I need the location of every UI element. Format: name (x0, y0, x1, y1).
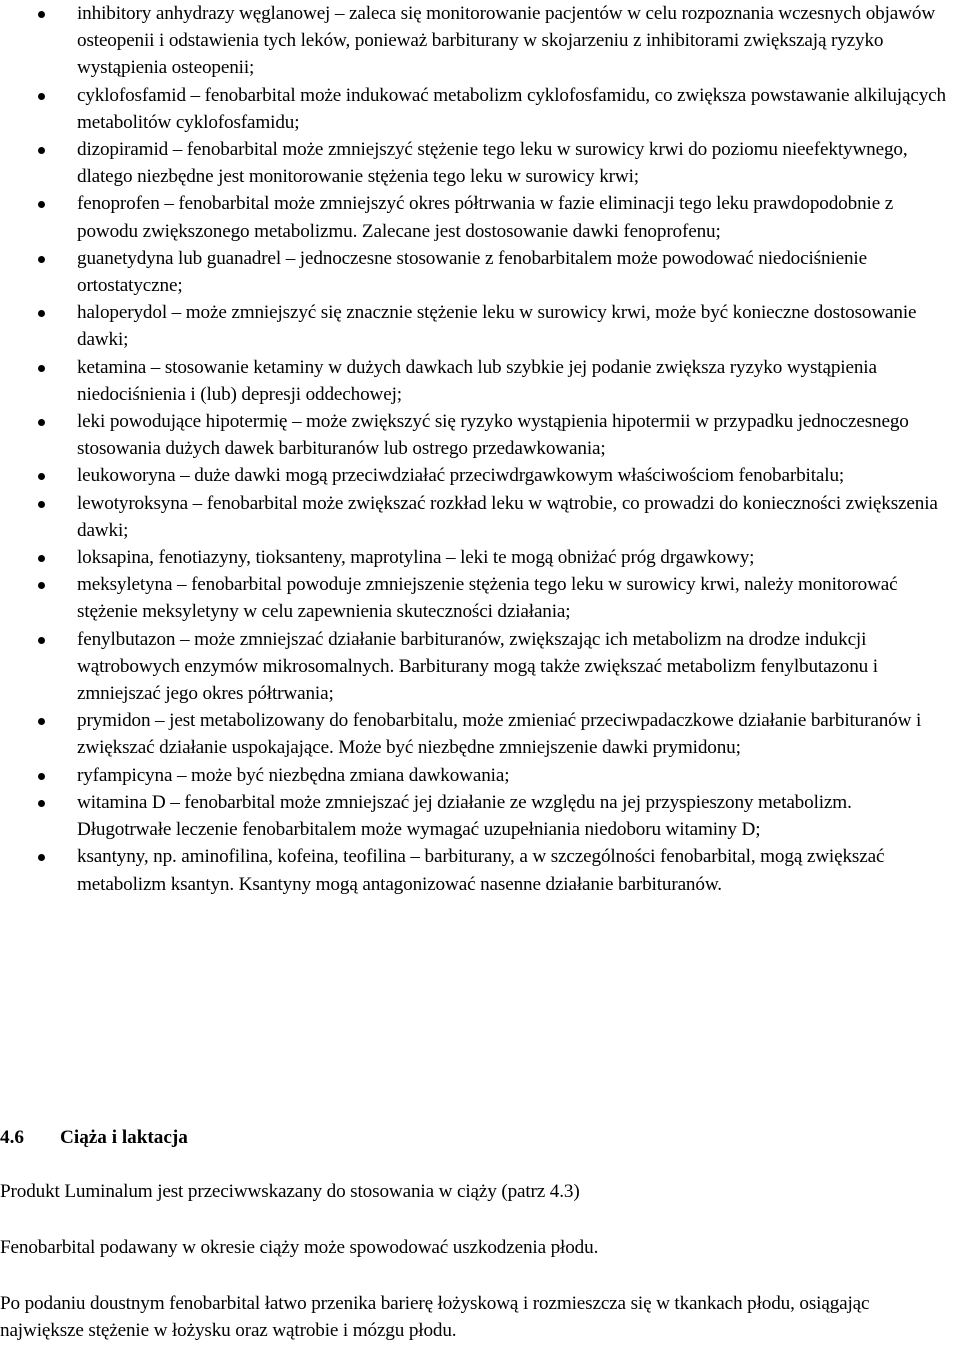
list-item-text: ketamina – stosowanie ketaminy w dużych dawkach lub szybkie jej podanie zwiększa ryzyko wystąpienia niedociśnienia i (lub) depresji oddechowej; (77, 356, 877, 405)
bullet-icon (38, 365, 45, 372)
bullet-icon (38, 11, 45, 18)
bullet-icon (38, 201, 45, 208)
bullet-icon (38, 555, 45, 562)
section-title: Ciąża i laktacja (60, 1127, 188, 1148)
bullet-icon (38, 147, 45, 154)
list-item-text: prymidon – jest metabolizowany do fenobarbitalu, może zmieniać przeciwpadaczkowe działanie barbituranów i zwiększać działanie uspokajające. Może być niezbędne zmniejszenie dawki prymidonu; (77, 710, 922, 759)
list-item (0, 571, 960, 625)
bullet-icon (38, 93, 45, 100)
list-item-text: fenylbutazon – może zmniejszać działanie barbituranów, zwiększając ich metabolizm na drodze indukcji wątrobowych enzymów mikrosomalnych. Barbiturany mogą także zwiększać metabolizm fenylbutazonu i zmniejszać jego okres półtrwania; (77, 628, 878, 705)
list-item (0, 762, 960, 789)
list-item (0, 136, 960, 190)
bullet-icon (38, 800, 45, 807)
section-number: 4.6 (0, 1127, 24, 1148)
paragraph-fetal-damage: Fenobarbital podawany w okresie ciąży może spowodować uszkodzenia płodu. (0, 1237, 599, 1258)
list-item-text: dizopiramid – fenobarbital może zmniejszyć stężenie tego leku w surowicy krwi do poziomu nieefektywnego, dlatego niezbędne jest monitorowanie stężenia tego leku w surowicy krwi; (77, 139, 908, 188)
bullet-icon (38, 473, 45, 480)
section-heading (0, 1124, 188, 1151)
bullet-icon (38, 256, 45, 263)
list-item-text: cyklofosfamid – fenobarbital może indukować metabolizm cyklofosfamidu, co zwiększa powstawanie alkilujących metabolitów cyklofosfamidu; (77, 84, 946, 133)
bullet-icon (38, 501, 45, 508)
bullet-icon (38, 718, 45, 725)
list-item (0, 843, 960, 897)
list-item-text: fenoprofen – fenobarbital może zmniejszyć okres półtrwania w fazie eliminacji tego leku prawdopodobnie z powodu zwiększonego metabolizmu. Zalecane jest dostosowanie dawki fenoprofenu; (77, 193, 894, 242)
list-item (0, 626, 960, 708)
list-item (0, 354, 960, 408)
list-item (0, 544, 960, 571)
list-item (0, 707, 960, 761)
list-item (0, 0, 960, 82)
list-item (0, 462, 960, 489)
bullet-icon (38, 854, 45, 861)
list-item (0, 245, 960, 299)
paragraph-contraindication: Produkt Luminalum jest przeciwwskazany do stosowania w ciąży (patrz 4.3) (0, 1181, 580, 1202)
list-item-text: ksantyny, np. aminofilina, kofeina, teofilina – barbiturany, a w szczególności fenobarbital, mogą zwiększać metabolizm ksantyn. Ksantyny mogą antagonizować nasenne działanie barbituranów. (77, 846, 885, 895)
list-item-text: guanetydyna lub guanadrel – jednoczesne stosowanie z fenobarbitalem może powodować niedociśnienie ortostatyczne; (77, 247, 867, 297)
list-item (0, 408, 960, 462)
bullet-icon (38, 582, 45, 589)
list-item-text: inhibitory anhydrazy węglanowej – zaleca się monitorowanie pacjentów w celu rozpoznania wczesnych objawów osteopenii i odstawienia tych leków, ponieważ barbiturany w skojarzeniu z inhibitorami zwiększają ryzyko wystąpienia osteopenii; (77, 3, 936, 79)
list-item-text: leki powodujące hipotermię – może zwiększyć się ryzyko wystąpienia hipotermii w przypadku jednoczesnego stosowania dużych dawek barbituranów lub ostrego przedawkowania; (77, 411, 909, 460)
list-item (0, 299, 960, 353)
list-item-text: leukoworyna – duże dawki mogą przeciwdziałać przeciwdrgawkowym właściwościom fenobarbitalu; (77, 465, 845, 487)
bullet-icon (38, 773, 45, 780)
list-item-text: witamina D – fenobarbital może zmniejszać jej działanie ze względu na jej przyspieszony metabolizm. Długotrwałe leczenie fenobarbitalem może wymagać uzupełniania niedoboru witaminy D; (77, 791, 852, 841)
list-item (0, 82, 960, 136)
list-item-text: lewotyroksyna – fenobarbital może zwiększać rozkład leku w wątrobie, co prowadzi do konieczności zwiększenia dawki; (77, 492, 938, 541)
list-item-text: loksapina, fenotiazyny, tioksanteny, maprotylina – leki te mogą obniżać próg drgawkowy; (77, 547, 755, 569)
bullet-icon (38, 419, 45, 426)
list-item (0, 789, 960, 843)
paragraph-placenta: Po podaniu doustnym fenobarbital łatwo przenika barierę łożyskową i rozmieszcza się w tkankach płodu, osiągając największe stężenie w łożysku oraz wątrobie i mózgu płodu. (0, 1293, 870, 1342)
list-item (0, 190, 960, 244)
list-item (0, 490, 960, 544)
list-item-text: haloperydol – może zmniejszyć się znacznie stężenie leku w surowicy krwi, może być konieczne dostosowanie dawki; (77, 302, 917, 351)
list-item-text: ryfampicyna – może być niezbędna zmiana dawkowania; (77, 764, 510, 786)
bullet-icon (38, 637, 45, 644)
list-item-text: meksyletyna – fenobarbital powoduje zmniejszenie stężenia tego leku w surowicy krwi, należy monitorować stężenie meksyletyny w celu zapewnienia skuteczności działania; (77, 574, 898, 623)
bullet-icon (38, 310, 45, 317)
